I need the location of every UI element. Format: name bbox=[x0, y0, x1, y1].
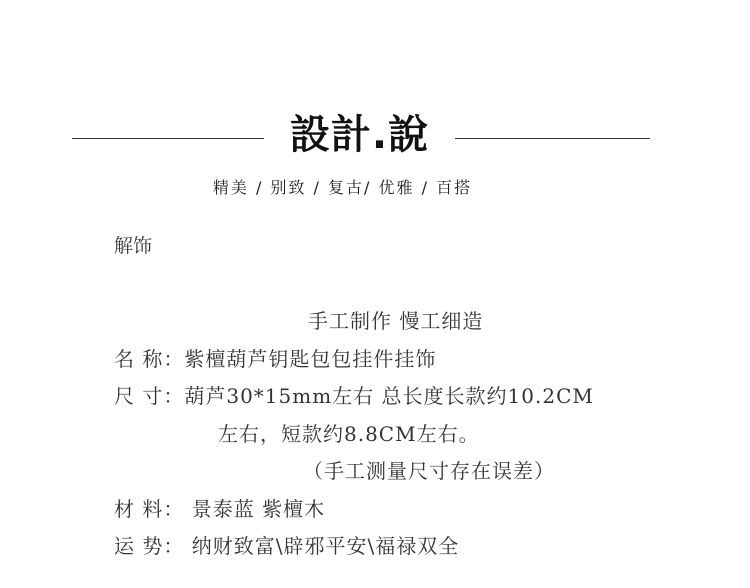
detail-size: 尺 寸：葫芦30*15mm左右 总长度长款约10.2CM bbox=[114, 384, 594, 408]
detail-size-continued: 左右，短款约8.8CM左右。 bbox=[218, 422, 480, 446]
detail-size-note: （手工测量尺寸存在误差） bbox=[303, 459, 555, 483]
subtitle: 精美 / 别致 / 复古/ 优雅 / 百搭 bbox=[212, 178, 473, 197]
title-rule-left bbox=[72, 138, 264, 139]
detail-material: 材 料： 景泰蓝 紫檀木 bbox=[114, 497, 326, 521]
page-title: 設計.說 bbox=[289, 112, 430, 158]
slogan: 手工制作 慢工细造 bbox=[308, 309, 484, 333]
detail-fortune: 运 势： 纳财致富\辟邪平安\福禄双全 bbox=[114, 534, 460, 558]
detail-name: 名 称：紫檀葫芦钥匙包包挂件挂饰 bbox=[114, 347, 437, 371]
title-rule-right bbox=[455, 138, 650, 139]
section-label: 解饰 bbox=[114, 235, 153, 257]
